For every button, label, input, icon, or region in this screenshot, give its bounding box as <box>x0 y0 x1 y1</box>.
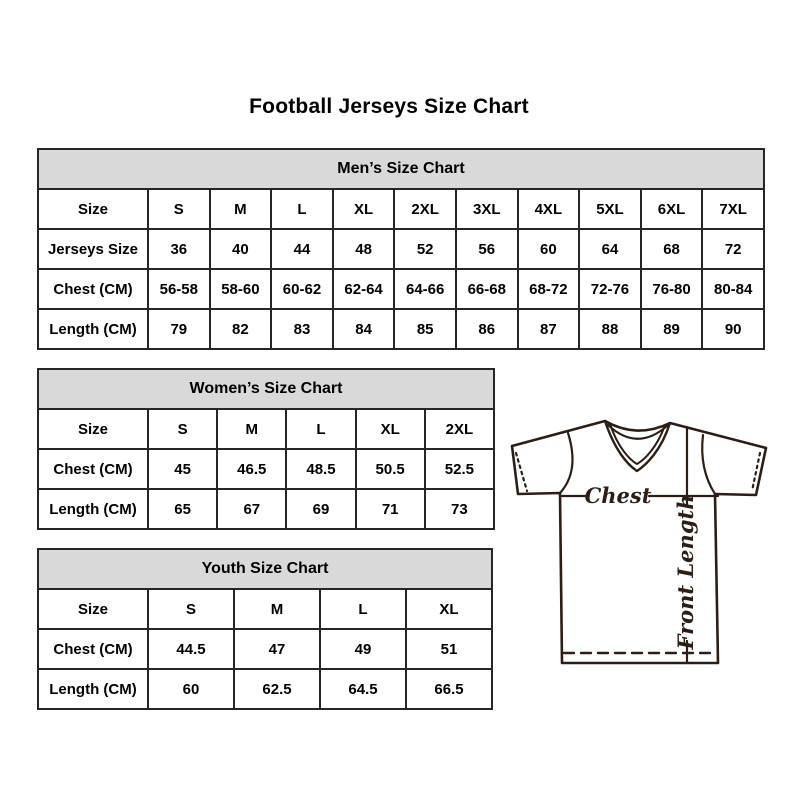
row-label-cell: Size <box>38 589 148 629</box>
size-value-cell: XL <box>333 189 395 229</box>
size-value-cell: 3XL <box>456 189 518 229</box>
table-row <box>38 309 764 349</box>
size-value-cell: 60-62 <box>271 269 333 309</box>
size-value-cell: 68 <box>641 229 703 269</box>
row-label-cell: Size <box>38 189 148 229</box>
size-value-cell: M <box>234 589 320 629</box>
size-value-cell: 79 <box>148 309 210 349</box>
table-row <box>38 229 764 269</box>
size-value-cell: 85 <box>394 309 456 349</box>
mens-table-title: Men’s Size Chart <box>38 149 764 189</box>
row-label-cell: Length (CM) <box>38 669 148 709</box>
size-value-cell: 60 <box>148 669 234 709</box>
front-length-label: Front Length <box>673 494 698 650</box>
womens-size-table <box>37 368 495 530</box>
size-value-cell: M <box>217 409 286 449</box>
table-row <box>38 629 492 669</box>
page-title: Football Jerseys Size Chart <box>249 95 529 118</box>
youth-size-table <box>37 548 493 710</box>
size-value-cell: XL <box>406 589 492 629</box>
size-value-cell: 86 <box>456 309 518 349</box>
jersey-outline <box>512 421 766 663</box>
size-value-cell: 62-64 <box>333 269 395 309</box>
table-row <box>38 409 494 449</box>
size-value-cell: 2XL <box>394 189 456 229</box>
size-value-cell: 6XL <box>641 189 703 229</box>
chest-label: Chest <box>584 483 652 508</box>
size-value-cell: S <box>148 189 210 229</box>
table-header-row <box>38 149 764 189</box>
size-value-cell: 40 <box>210 229 272 269</box>
table-header-row <box>38 549 492 589</box>
row-label-cell: Size <box>38 409 148 449</box>
mens-size-table <box>37 148 765 350</box>
size-value-cell: 62.5 <box>234 669 320 709</box>
table-row <box>38 489 494 529</box>
size-value-cell: 67 <box>217 489 286 529</box>
size-value-cell: 64-66 <box>394 269 456 309</box>
size-value-cell: L <box>286 409 355 449</box>
size-value-cell: 52.5 <box>425 449 494 489</box>
table-row <box>38 449 494 489</box>
table-row <box>38 589 492 629</box>
size-value-cell: 80-84 <box>702 269 764 309</box>
size-value-cell: 46.5 <box>217 449 286 489</box>
size-value-cell: 66-68 <box>456 269 518 309</box>
size-value-cell: 56-58 <box>148 269 210 309</box>
size-value-cell: 64.5 <box>320 669 406 709</box>
row-label-cell: Chest (CM) <box>38 269 148 309</box>
row-label-cell: Jerseys Size <box>38 229 148 269</box>
size-value-cell: 65 <box>148 489 217 529</box>
size-value-cell: 60 <box>518 229 580 269</box>
size-value-cell: 45 <box>148 449 217 489</box>
size-value-cell: 51 <box>406 629 492 669</box>
row-label-cell: Length (CM) <box>38 489 148 529</box>
size-value-cell: 56 <box>456 229 518 269</box>
size-value-cell: 52 <box>394 229 456 269</box>
table-header-row <box>38 369 494 409</box>
size-value-cell: 58-60 <box>210 269 272 309</box>
size-value-cell: S <box>148 589 234 629</box>
womens-table-title: Women’s Size Chart <box>38 369 494 409</box>
size-value-cell: 71 <box>356 489 425 529</box>
size-value-cell: L <box>271 189 333 229</box>
size-value-cell: 64 <box>579 229 641 269</box>
row-label-cell: Chest (CM) <box>38 449 148 489</box>
size-value-cell: 84 <box>333 309 395 349</box>
size-value-cell: 89 <box>641 309 703 349</box>
youth-table-title: Youth Size Chart <box>38 549 492 589</box>
jersey-measurement-diagram <box>500 405 780 695</box>
size-value-cell: 4XL <box>518 189 580 229</box>
size-value-cell: 50.5 <box>356 449 425 489</box>
size-value-cell: 44.5 <box>148 629 234 669</box>
size-value-cell: 36 <box>148 229 210 269</box>
size-value-cell: 82 <box>210 309 272 349</box>
size-value-cell: 73 <box>425 489 494 529</box>
size-value-cell: 76-80 <box>641 269 703 309</box>
size-value-cell: 48 <box>333 229 395 269</box>
size-value-cell: S <box>148 409 217 449</box>
row-label-cell: Chest (CM) <box>38 629 148 669</box>
table-row <box>38 669 492 709</box>
size-value-cell: 83 <box>271 309 333 349</box>
table-row <box>38 269 764 309</box>
size-value-cell: 48.5 <box>286 449 355 489</box>
size-value-cell: XL <box>356 409 425 449</box>
size-value-cell: 90 <box>702 309 764 349</box>
size-value-cell: 47 <box>234 629 320 669</box>
size-value-cell: 66.5 <box>406 669 492 709</box>
size-value-cell: 5XL <box>579 189 641 229</box>
table-row <box>38 189 764 229</box>
row-label-cell: Length (CM) <box>38 309 148 349</box>
size-value-cell: 68-72 <box>518 269 580 309</box>
size-value-cell: 49 <box>320 629 406 669</box>
size-value-cell: 88 <box>579 309 641 349</box>
size-value-cell: M <box>210 189 272 229</box>
size-value-cell: L <box>320 589 406 629</box>
size-value-cell: 87 <box>518 309 580 349</box>
size-value-cell: 72 <box>702 229 764 269</box>
size-value-cell: 72-76 <box>579 269 641 309</box>
size-value-cell: 69 <box>286 489 355 529</box>
size-value-cell: 7XL <box>702 189 764 229</box>
size-value-cell: 44 <box>271 229 333 269</box>
size-value-cell: 2XL <box>425 409 494 449</box>
